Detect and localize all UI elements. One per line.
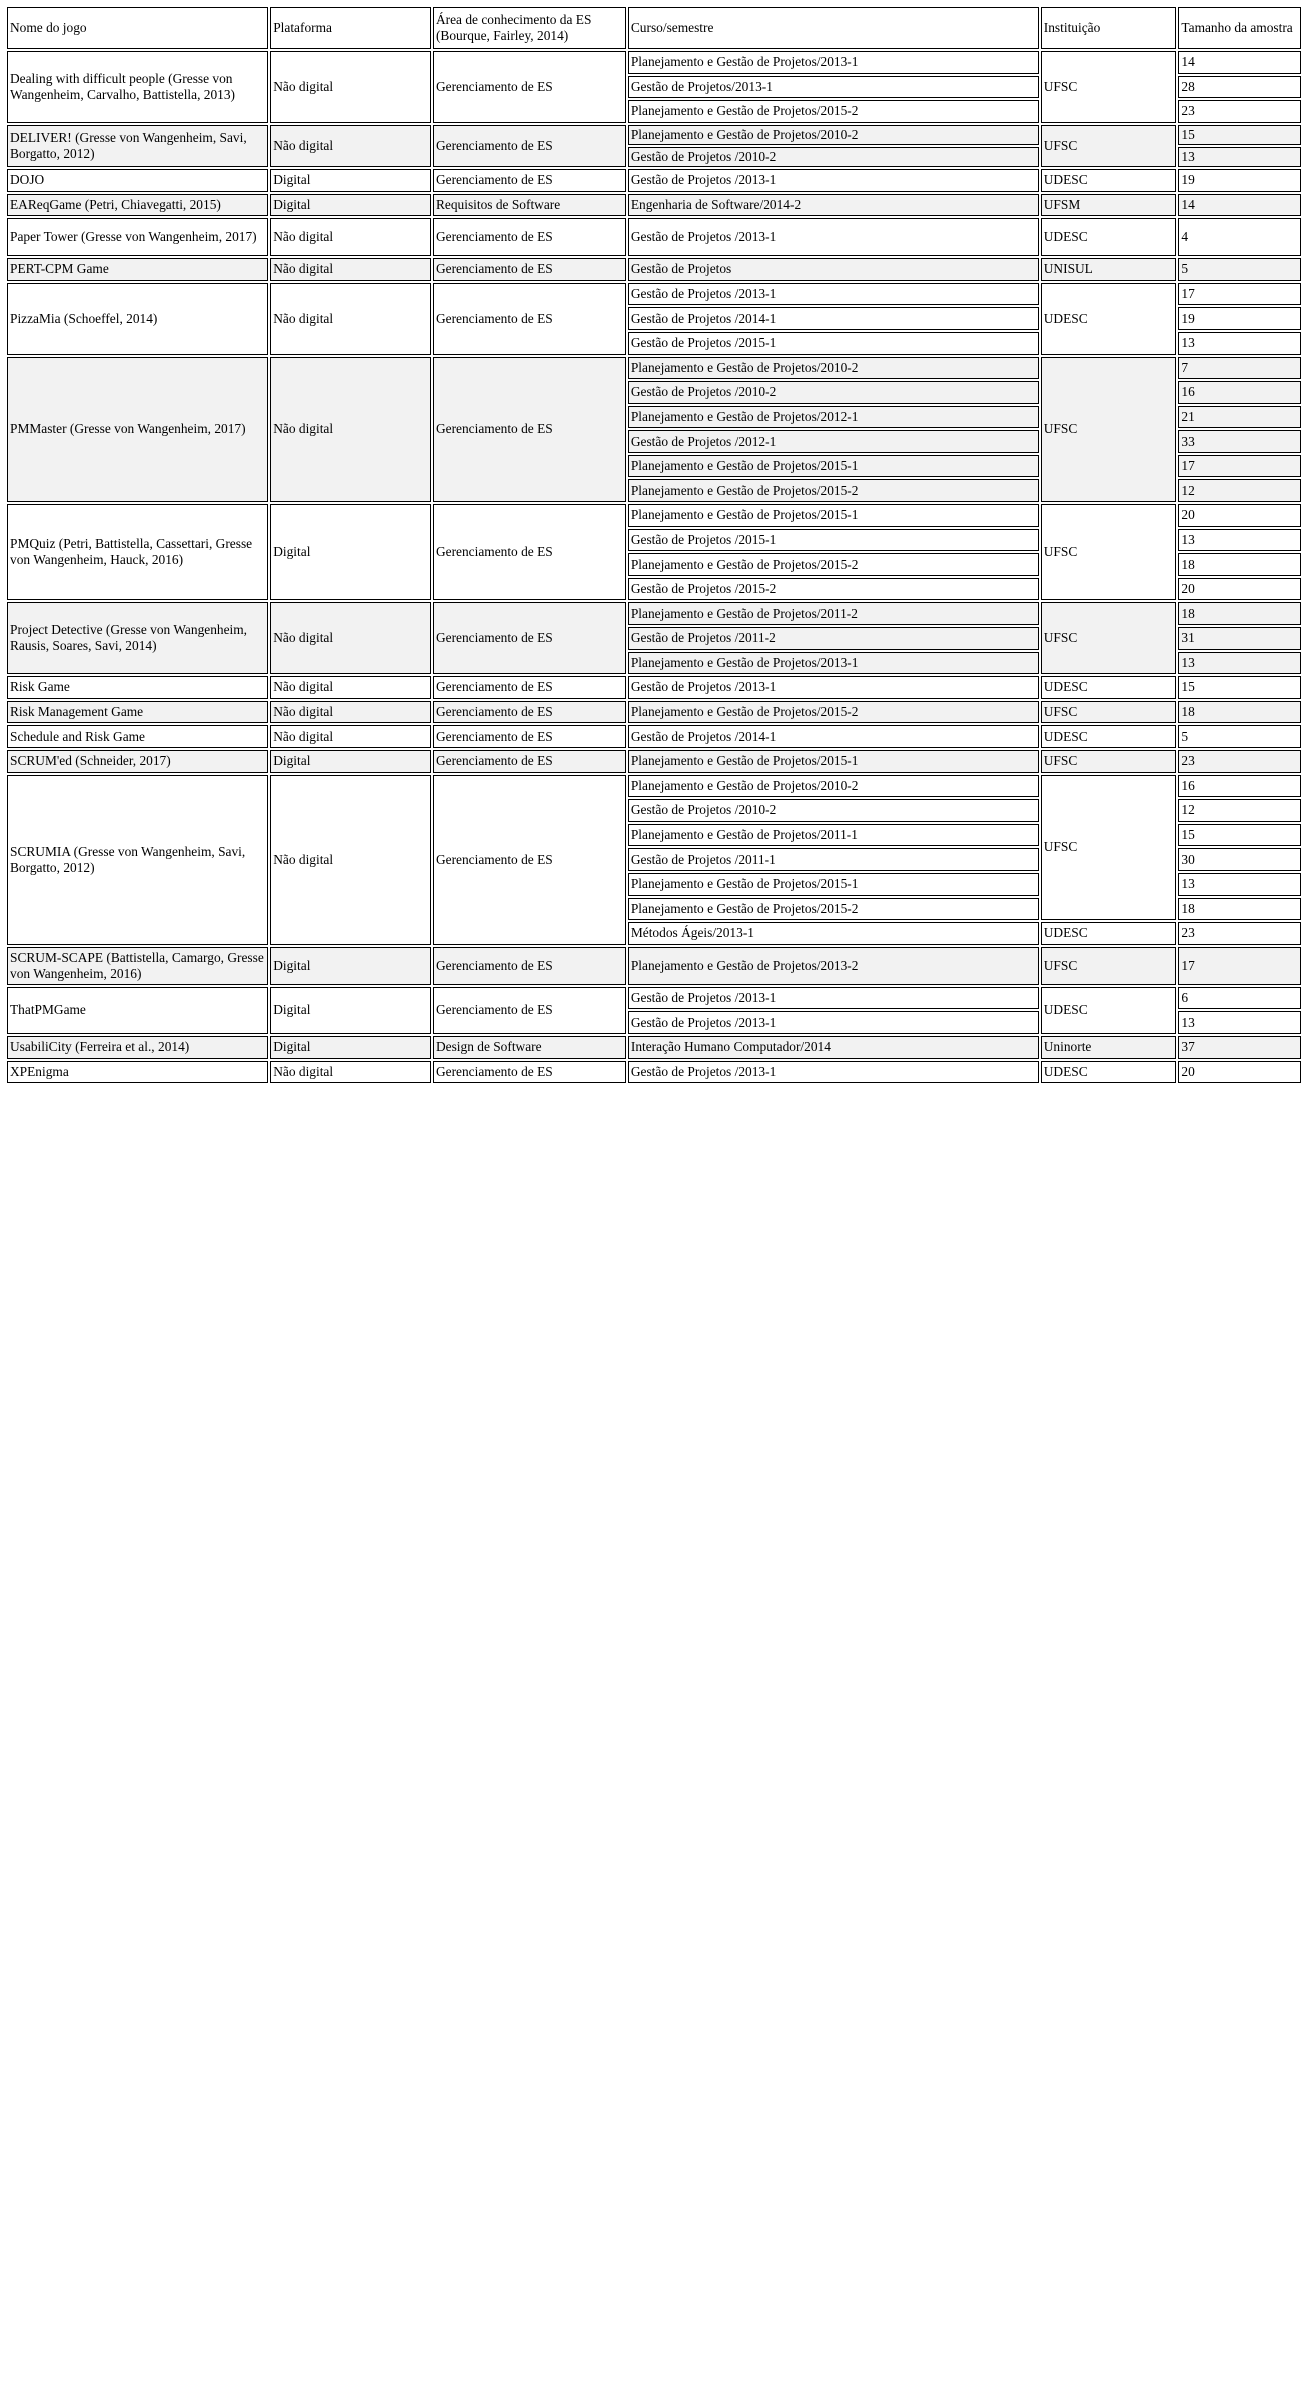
table-row [7,947,1301,985]
sample-size-cell: 17 [1178,947,1301,985]
course-semester-cell: Planejamento e Gestão de Projetos/2015-1 [628,873,1039,896]
game-name-cell: DELIVER! (Gresse von Wangenheim, Savi, Borgatto, 2012) [7,125,268,167]
course-semester-cell: Planejamento e Gestão de Projetos/2015-2 [628,553,1039,576]
platform-cell: Não digital [270,676,431,699]
course-semester-cell: Planejamento e Gestão de Projetos/2011-2 [628,602,1039,625]
sample-size-cell: 18 [1178,898,1301,921]
course-semester-cell: Planejamento e Gestão de Projetos/2013-1 [628,51,1039,74]
header-institution: Instituição [1041,7,1177,49]
platform-cell: Não digital [270,725,431,748]
course-semester-cell: Gestão de Projetos [628,258,1039,281]
table-row [7,169,1301,192]
header-row [7,7,1301,49]
course-semester-cell: Planejamento e Gestão de Projetos/2010-2 [628,125,1039,145]
knowledge-area-cell: Gerenciamento de ES [433,701,626,724]
table-row [7,504,1301,527]
institution-cell: UDESC [1041,218,1177,256]
platform-cell: Não digital [270,125,431,167]
knowledge-area-cell: Gerenciamento de ES [433,947,626,985]
course-semester-cell: Planejamento e Gestão de Projetos/2015-1 [628,504,1039,527]
game-name-cell: EAReqGame (Petri, Chiavegatti, 2015) [7,194,268,217]
table-row [7,357,1301,380]
header-platform: Plataforma [270,7,431,49]
game-name-cell: ThatPMGame [7,987,268,1034]
platform-cell: Digital [270,1036,431,1059]
table-row [7,676,1301,699]
game-name-cell: SCRUMIA (Gresse von Wangenheim, Savi, Borgatto, 2012) [7,775,268,945]
course-semester-cell: Métodos Ágeis/2013-1 [628,922,1039,945]
knowledge-area-cell: Gerenciamento de ES [433,602,626,674]
institution-cell: UFSC [1041,357,1177,503]
knowledge-area-cell: Gerenciamento de ES [433,258,626,281]
knowledge-area-cell: Gerenciamento de ES [433,750,626,773]
course-semester-cell: Gestão de Projetos /2010-2 [628,147,1039,167]
header-sample-size: Tamanho da amostra [1178,7,1301,49]
game-name-cell: PERT-CPM Game [7,258,268,281]
platform-cell: Digital [270,750,431,773]
knowledge-area-cell: Gerenciamento de ES [433,357,626,503]
sample-size-cell: 13 [1178,1011,1301,1034]
course-semester-cell: Planejamento e Gestão de Projetos/2011-1 [628,824,1039,847]
game-name-cell: Project Detective (Gresse von Wangenheim, Rausis, Soares, Savi, 2014) [7,602,268,674]
table-row [7,283,1301,306]
table-row [7,1036,1301,1059]
knowledge-area-cell: Design de Software [433,1036,626,1059]
course-semester-cell: Planejamento e Gestão de Projetos/2015-2 [628,100,1039,123]
games-table [5,5,1303,1085]
table-row [7,1061,1301,1084]
sample-size-cell: 13 [1178,147,1301,167]
game-name-cell: SCRUM-SCAPE (Battistella, Camargo, Gresse von Wangenheim, 2016) [7,947,268,985]
knowledge-area-cell: Gerenciamento de ES [433,676,626,699]
sample-size-cell: 23 [1178,750,1301,773]
table-row [7,725,1301,748]
game-name-cell: DOJO [7,169,268,192]
institution-cell: UDESC [1041,725,1177,748]
institution-cell: UFSM [1041,194,1177,217]
game-name-cell: Schedule and Risk Game [7,725,268,748]
sample-size-cell: 20 [1178,504,1301,527]
course-semester-cell: Planejamento e Gestão de Projetos/2015-1 [628,750,1039,773]
sample-size-cell: 20 [1178,1061,1301,1084]
platform-cell: Não digital [270,283,431,355]
table-row [7,775,1301,798]
game-name-cell: PMQuiz (Petri, Battistella, Cassettari, Gresse von Wangenheim, Hauck, 2016) [7,504,268,600]
knowledge-area-cell: Gerenciamento de ES [433,169,626,192]
sample-size-cell: 31 [1178,627,1301,650]
sample-size-cell: 5 [1178,725,1301,748]
course-semester-cell: Planejamento e Gestão de Projetos/2013-1 [628,652,1039,675]
course-semester-cell: Gestão de Projetos /2013-1 [628,1061,1039,1084]
sample-size-cell: 12 [1178,479,1301,502]
header-course-semester: Curso/semestre [628,7,1039,49]
game-name-cell: XPEnigma [7,1061,268,1084]
course-semester-cell: Planejamento e Gestão de Projetos/2012-1 [628,406,1039,429]
platform-cell: Não digital [270,775,431,945]
institution-cell: UFSC [1041,504,1177,600]
game-name-cell: Risk Management Game [7,701,268,724]
platform-cell: Não digital [270,602,431,674]
institution-cell: UFSC [1041,602,1177,674]
sample-size-cell: 13 [1178,332,1301,355]
sample-size-cell: 13 [1178,529,1301,552]
sample-size-cell: 33 [1178,430,1301,453]
knowledge-area-cell: Gerenciamento de ES [433,725,626,748]
sample-size-cell: 6 [1178,987,1301,1010]
header-knowledge-area: Área de conhecimento da ES (Bourque, Fairley, 2014) [433,7,626,49]
sample-size-cell: 19 [1178,169,1301,192]
institution-cell: UDESC [1041,1061,1177,1084]
game-name-cell: UsabiliCity (Ferreira et al., 2014) [7,1036,268,1059]
platform-cell: Não digital [270,1061,431,1084]
course-semester-cell: Gestão de Projetos /2013-1 [628,169,1039,192]
institution-cell: UFSC [1041,775,1177,921]
header-game-name: Nome do jogo [7,7,268,49]
platform-cell: Digital [270,947,431,985]
institution-cell: UFSC [1041,750,1177,773]
course-semester-cell: Gestão de Projetos /2013-1 [628,676,1039,699]
knowledge-area-cell: Gerenciamento de ES [433,1061,626,1084]
course-semester-cell: Gestão de Projetos /2014-1 [628,307,1039,330]
institution-cell: UDESC [1041,169,1177,192]
sample-size-cell: 14 [1178,194,1301,217]
table-row [7,194,1301,217]
course-semester-cell: Interação Humano Computador/2014 [628,1036,1039,1059]
sample-size-cell: 15 [1178,676,1301,699]
platform-cell: Não digital [270,218,431,256]
sample-size-cell: 13 [1178,652,1301,675]
course-semester-cell: Planejamento e Gestão de Projetos/2015-2 [628,701,1039,724]
knowledge-area-cell: Gerenciamento de ES [433,283,626,355]
sample-size-cell: 15 [1178,125,1301,145]
knowledge-area-cell: Gerenciamento de ES [433,51,626,123]
sample-size-cell: 16 [1178,775,1301,798]
course-semester-cell: Gestão de Projetos /2011-1 [628,848,1039,871]
platform-cell: Não digital [270,258,431,281]
knowledge-area-cell: Gerenciamento de ES [433,125,626,167]
sample-size-cell: 13 [1178,873,1301,896]
institution-cell: UFSC [1041,701,1177,724]
table-row [7,51,1301,74]
institution-cell: UDESC [1041,283,1177,355]
course-semester-cell: Planejamento e Gestão de Projetos/2015-2 [628,898,1039,921]
course-semester-cell: Planejamento e Gestão de Projetos/2010-2 [628,357,1039,380]
course-semester-cell: Planejamento e Gestão de Projetos/2015-2 [628,479,1039,502]
table-row [7,750,1301,773]
course-semester-cell: Gestão de Projetos /2013-1 [628,283,1039,306]
sample-size-cell: 5 [1178,258,1301,281]
sample-size-cell: 23 [1178,922,1301,945]
sample-size-cell: 30 [1178,848,1301,871]
sample-size-cell: 15 [1178,824,1301,847]
platform-cell: Digital [270,194,431,217]
sample-size-cell: 20 [1178,578,1301,601]
sample-size-cell: 21 [1178,406,1301,429]
table-row [7,701,1301,724]
institution-cell: UFSC [1041,947,1177,985]
course-semester-cell: Gestão de Projetos/2013-1 [628,76,1039,99]
course-semester-cell: Gestão de Projetos /2010-2 [628,381,1039,404]
game-name-cell: PMMaster (Gresse von Wangenheim, 2017) [7,357,268,503]
institution-cell: UFSC [1041,51,1177,123]
institution-cell: UFSC [1041,125,1177,167]
course-semester-cell: Gestão de Projetos /2011-2 [628,627,1039,650]
platform-cell: Não digital [270,701,431,724]
table-row [7,218,1301,256]
game-name-cell: Dealing with difficult people (Gresse von Wangenheim, Carvalho, Battistella, 2013) [7,51,268,123]
institution-cell: UDESC [1041,676,1177,699]
table-body [7,51,1301,1083]
institution-cell: UDESC [1041,922,1177,945]
sample-size-cell: 18 [1178,701,1301,724]
institution-cell: UNISUL [1041,258,1177,281]
table-row [7,987,1301,1010]
knowledge-area-cell: Requisitos de Software [433,194,626,217]
sample-size-cell: 17 [1178,455,1301,478]
sample-size-cell: 4 [1178,218,1301,256]
course-semester-cell: Gestão de Projetos /2015-1 [628,332,1039,355]
course-semester-cell: Gestão de Projetos /2013-1 [628,218,1039,256]
knowledge-area-cell: Gerenciamento de ES [433,218,626,256]
sample-size-cell: 23 [1178,100,1301,123]
sample-size-cell: 37 [1178,1036,1301,1059]
table-row [7,602,1301,625]
sample-size-cell: 19 [1178,307,1301,330]
platform-cell: Não digital [270,357,431,503]
knowledge-area-cell: Gerenciamento de ES [433,987,626,1034]
platform-cell: Digital [270,987,431,1034]
platform-cell: Digital [270,169,431,192]
sample-size-cell: 14 [1178,51,1301,74]
sample-size-cell: 12 [1178,799,1301,822]
course-semester-cell: Planejamento e Gestão de Projetos/2013-2 [628,947,1039,985]
course-semester-cell: Gestão de Projetos /2013-1 [628,1011,1039,1034]
course-semester-cell: Planejamento e Gestão de Projetos/2010-2 [628,775,1039,798]
course-semester-cell: Gestão de Projetos /2012-1 [628,430,1039,453]
sample-size-cell: 18 [1178,553,1301,576]
game-name-cell: Risk Game [7,676,268,699]
course-semester-cell: Gestão de Projetos /2014-1 [628,725,1039,748]
institution-cell: Uninorte [1041,1036,1177,1059]
knowledge-area-cell: Gerenciamento de ES [433,504,626,600]
knowledge-area-cell: Gerenciamento de ES [433,775,626,945]
game-name-cell: Paper Tower (Gresse von Wangenheim, 2017) [7,218,268,256]
table-header [7,7,1301,49]
course-semester-cell: Gestão de Projetos /2015-1 [628,529,1039,552]
sample-size-cell: 17 [1178,283,1301,306]
platform-cell: Digital [270,504,431,600]
game-name-cell: SCRUM'ed (Schneider, 2017) [7,750,268,773]
sample-size-cell: 18 [1178,602,1301,625]
sample-size-cell: 7 [1178,357,1301,380]
table-row [7,258,1301,281]
course-semester-cell: Gestão de Projetos /2015-2 [628,578,1039,601]
platform-cell: Não digital [270,51,431,123]
institution-cell: UDESC [1041,987,1177,1034]
table-row [7,125,1301,145]
game-name-cell: PizzaMia (Schoeffel, 2014) [7,283,268,355]
course-semester-cell: Gestão de Projetos /2013-1 [628,987,1039,1010]
course-semester-cell: Gestão de Projetos /2010-2 [628,799,1039,822]
course-semester-cell: Planejamento e Gestão de Projetos/2015-1 [628,455,1039,478]
sample-size-cell: 28 [1178,76,1301,99]
sample-size-cell: 16 [1178,381,1301,404]
course-semester-cell: Engenharia de Software/2014-2 [628,194,1039,217]
